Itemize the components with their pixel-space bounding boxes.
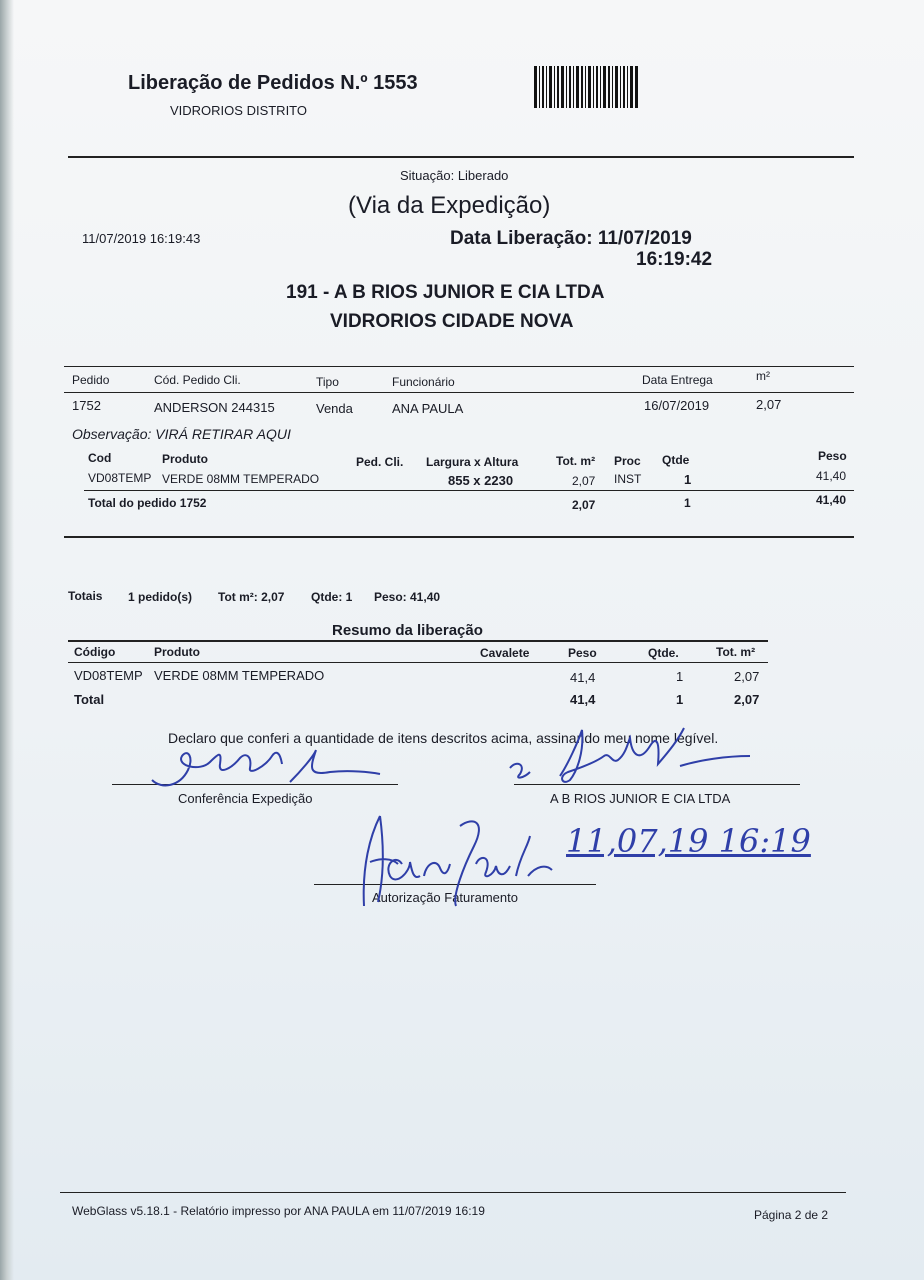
col-header-pedido: Pedido <box>72 373 110 387</box>
order-table-header-rule <box>64 392 854 393</box>
handwritten-signature-cliente <box>500 720 760 795</box>
item-header-ped-cli: Ped. Cli. <box>356 455 404 469</box>
client-branch: VIDRORIOS CIDADE NOVA <box>330 311 574 332</box>
resumo-qtde: 1 <box>676 669 684 684</box>
paper-edge-shadow <box>0 0 14 1280</box>
order-data-entrega: 16/07/2019 <box>644 398 710 413</box>
situacao-status: Situação: Liberado <box>400 168 509 183</box>
resumo-codigo: VD08TEMP <box>74 668 143 683</box>
item-header-peso: Peso <box>818 449 847 463</box>
order-table-top-rule <box>64 366 854 367</box>
item-tot-m2: 2,07 <box>572 474 596 488</box>
company-name: VIDRORIOS DISTRITO <box>170 103 307 118</box>
data-liberacao-time: 16:19:42 <box>636 249 713 270</box>
order-funcionario: ANA PAULA <box>392 401 464 416</box>
handwritten-signature-conferencia <box>140 742 390 797</box>
col-header-data-entrega: Data Entrega <box>642 373 713 387</box>
item-header-produto: Produto <box>162 452 208 466</box>
order-cod-pedido-cli: ANDERSON 244315 <box>154 400 275 415</box>
col-header-tipo: Tipo <box>316 375 339 389</box>
totals-pedidos: 1 pedido(s) <box>128 590 193 604</box>
totals-peso: Peso: 41,40 <box>374 590 441 604</box>
item-proc: INST <box>614 472 642 486</box>
signature-label-conferencia: Conferência Expedição <box>178 791 313 806</box>
barcode <box>534 66 638 113</box>
resumo-header-codigo: Código <box>74 645 116 659</box>
item-produto: VERDE 08MM TEMPERADO <box>162 472 320 486</box>
resumo-total-qtde: 1 <box>676 692 684 707</box>
item-cod: VD08TEMP <box>88 471 152 485</box>
print-timestamp: 11/07/2019 16:19:43 <box>82 231 201 246</box>
col-header-m2: m² <box>756 369 770 383</box>
resumo-tot-m2: 2,07 <box>734 669 760 684</box>
via-label: (Via da Expedição) <box>348 192 551 219</box>
header-divider <box>68 156 854 158</box>
totals-tot-m2: Tot m²: 2,07 <box>218 590 285 604</box>
data-liberacao: Data Liberação: 11/07/2019 <box>450 228 692 249</box>
col-header-cod-pedido-cli: Cód. Pedido Cli. <box>154 373 241 387</box>
resumo-header-peso: Peso <box>568 646 597 660</box>
resumo-total-peso: 41,4 <box>570 692 596 707</box>
signature-label-cliente: A B RIOS JUNIOR E CIA LTDA <box>550 791 731 806</box>
document-title: Liberação de Pedidos N.º 1553 <box>128 72 418 94</box>
resumo-total-label: Total <box>74 692 105 707</box>
item-header-proc: Proc <box>614 454 641 468</box>
resumo-total-tot-m2: 2,07 <box>734 692 760 707</box>
item-qtde: 1 <box>684 472 692 487</box>
items-total-rule <box>84 490 854 491</box>
resumo-header-cavalete: Cavalete <box>480 646 530 660</box>
footer-printed-by: WebGlass v5.18.1 - Relatório impresso por ANA PAULA em 11/07/2019 16:19 <box>72 1204 485 1218</box>
order-section-bottom-rule <box>64 536 854 538</box>
signature-label-autorizacao: Autorização Faturamento <box>372 890 518 905</box>
resumo-top-rule <box>68 640 768 642</box>
resumo-header-produto: Produto <box>154 645 200 659</box>
order-pedido: 1752 <box>72 398 101 413</box>
resumo-peso: 41,4 <box>570 670 596 685</box>
totals-label: Totais <box>68 589 103 603</box>
resumo-header-qtde: Qtde. <box>648 646 679 660</box>
item-header-qtde: Qtde <box>662 453 690 467</box>
col-header-funcionario: Funcionário <box>392 375 455 389</box>
footer-page-number: Página 2 de 2 <box>754 1208 829 1222</box>
item-header-tot-m2: Tot. m² <box>556 454 596 468</box>
resumo-header-rule <box>68 662 768 663</box>
resumo-header-tot-m2: Tot. m² <box>716 645 756 659</box>
declaration-text: Declaro que conferi a quantidade de itens descritos acima, assinando meu nome legível. <box>168 730 719 746</box>
footer-rule <box>60 1192 846 1193</box>
order-observacao: Observação: VIRÁ RETIRAR AQUI <box>72 426 291 442</box>
order-tipo: Venda <box>316 401 353 416</box>
item-total-label: Total do pedido 1752 <box>88 496 207 510</box>
resumo-produto: VERDE 08MM TEMPERADO <box>154 668 325 683</box>
item-total-peso: 41,40 <box>816 493 847 507</box>
item-total-tot-m2: 2,07 <box>572 498 596 512</box>
order-m2: 2,07 <box>756 397 782 412</box>
item-dimensions: 855 x 2230 <box>448 473 514 488</box>
handwritten-date: 11,07,19 16:19 <box>566 822 811 860</box>
item-total-qtde: 1 <box>684 496 691 510</box>
item-peso: 41,40 <box>816 469 847 483</box>
handwritten-signature-autorizacao <box>340 806 560 921</box>
resumo-title: Resumo da liberação <box>332 622 483 639</box>
item-header-largura-altura: Largura x Altura <box>426 455 519 469</box>
item-header-cod: Cod <box>88 451 112 465</box>
totals-qtde: Qtde: 1 <box>311 590 353 604</box>
client-name: 191 - A B RIOS JUNIOR E CIA LTDA <box>286 282 605 303</box>
